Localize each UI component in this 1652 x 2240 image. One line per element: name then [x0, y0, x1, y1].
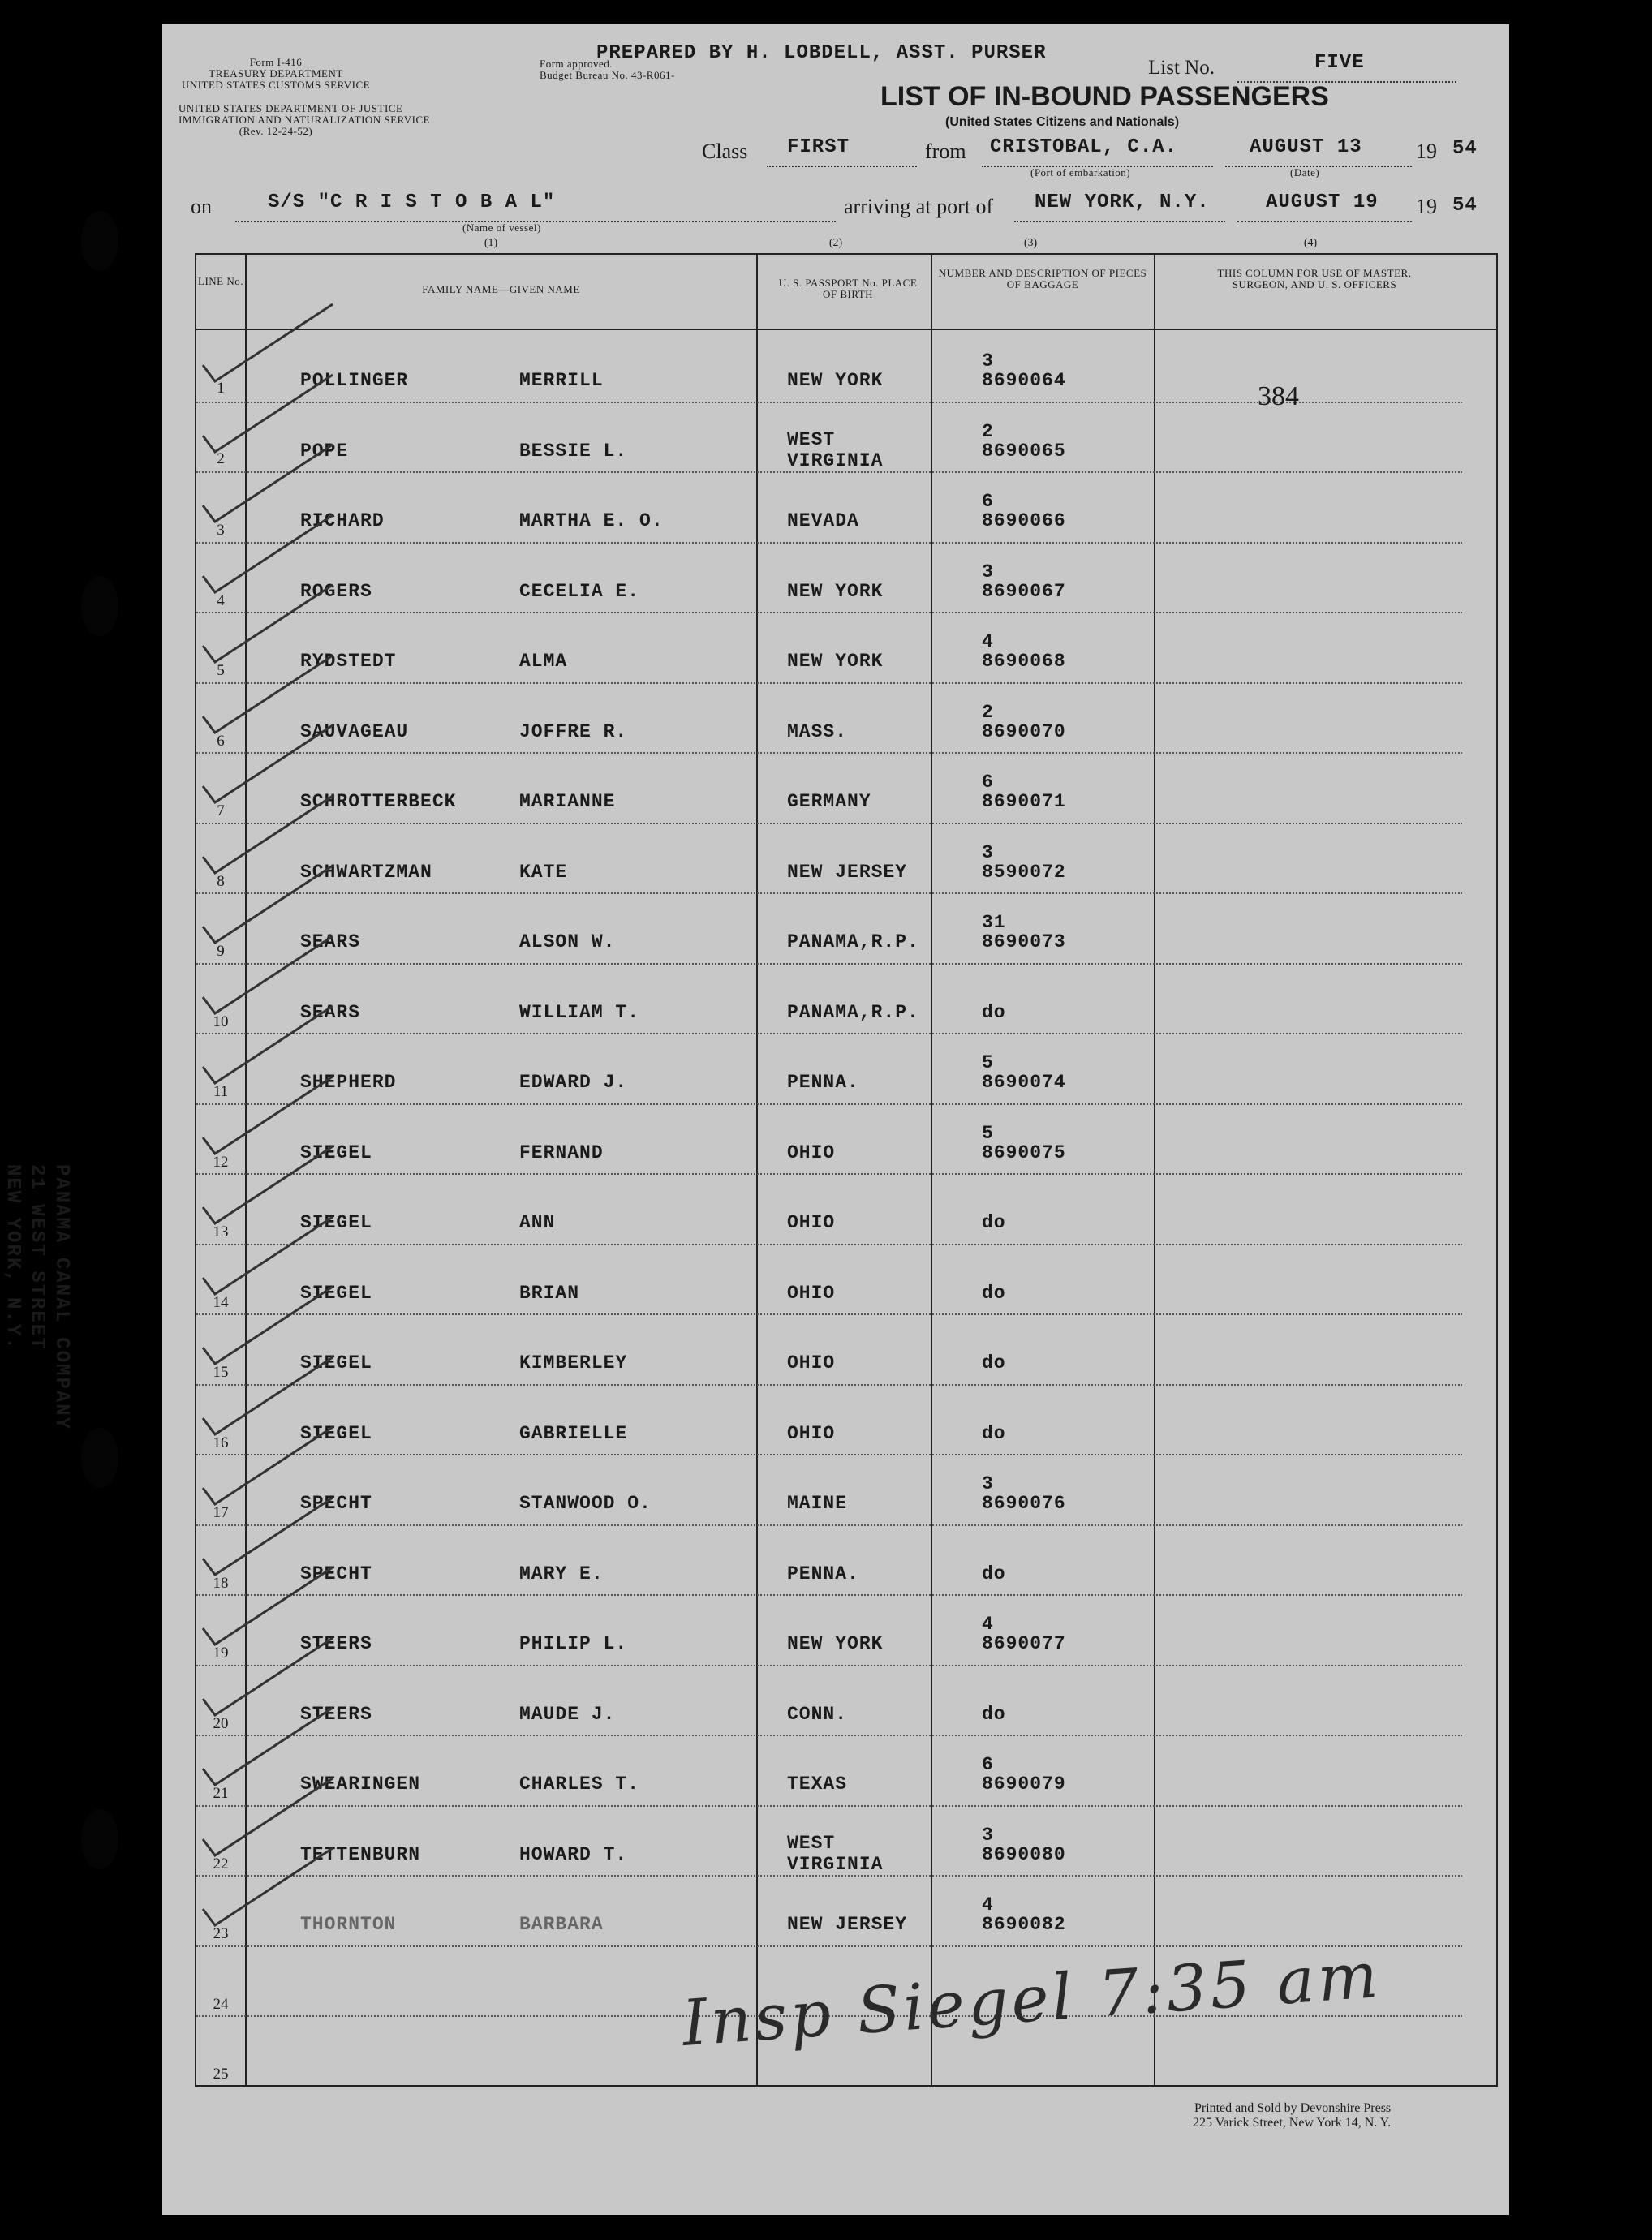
- table-row: [162, 1315, 1509, 1386]
- table-header-rule: [195, 329, 1496, 330]
- line-number: 25: [213, 2066, 229, 2083]
- baggage-pieces: 6: [982, 772, 994, 793]
- table-row: [162, 1386, 1509, 1456]
- table-row: [162, 754, 1509, 824]
- binder-hole: [81, 1428, 118, 1488]
- treasury-label: TREASURY DEPARTMENT: [209, 67, 343, 80]
- baggage-tag: 8690071: [982, 791, 1066, 812]
- family-name: SPECHT: [300, 1563, 372, 1584]
- officer-note-number: 384: [1258, 381, 1299, 411]
- baggage-tag: do: [982, 1212, 1006, 1233]
- col-number-2: (2): [828, 237, 843, 249]
- line-number: 23: [213, 1925, 229, 1942]
- baggage-pieces: 31: [982, 912, 1006, 933]
- family-name: SEARS: [300, 931, 361, 952]
- place-of-birth: NEW YORK: [787, 651, 884, 672]
- table-row: [162, 684, 1509, 755]
- baggage-pieces: 2: [982, 420, 994, 442]
- given-name: CECELIA E.: [519, 580, 640, 602]
- date-caption: (Date): [1290, 166, 1320, 178]
- line-number: 9: [217, 943, 225, 960]
- baggage-tag: 8690080: [982, 1843, 1066, 1865]
- line-number: 24: [213, 1995, 229, 2013]
- place-of-birth: NEW JERSEY: [787, 861, 908, 883]
- table-row: [162, 1175, 1509, 1245]
- place-of-birth: OHIO: [787, 1212, 836, 1233]
- form-subtitle: (United States Citizens and Nationals): [945, 115, 1180, 129]
- baggage-tag: do: [982, 1703, 1006, 1725]
- line-number: 5: [217, 662, 225, 679]
- header-agency-block: [179, 57, 373, 91]
- line-number: 15: [213, 1364, 229, 1381]
- given-name: FERNAND: [519, 1141, 604, 1163]
- from-label: from: [925, 140, 966, 163]
- embark-date: AUGUST 13: [1250, 136, 1362, 158]
- family-name: STEERS: [300, 1633, 372, 1654]
- given-name: MERRILL: [519, 370, 604, 391]
- family-name: SHEPHERD: [300, 1072, 397, 1093]
- col-header-officers: THIS COLUMN FOR USE OF MASTER, SURGEON, AND U. S. OFFICERS: [1217, 267, 1412, 290]
- line-number: 22: [213, 1855, 229, 1872]
- given-name: MAUDE J.: [519, 1703, 616, 1725]
- col-header-passport: U. S. PASSPORT No. PLACE OF BIRTH: [778, 277, 918, 300]
- binder-hole: [81, 211, 118, 271]
- class-label: Class: [702, 140, 748, 163]
- baggage-tag: 8690073: [982, 931, 1066, 952]
- table-row: [162, 1666, 1509, 1737]
- embark-year: 54: [1452, 138, 1478, 160]
- given-name: BESSIE L.: [519, 440, 628, 462]
- form-title: LIST OF IN-BOUND PASSENGERS: [880, 81, 1329, 112]
- table-row: [162, 1034, 1509, 1105]
- vessel-caption: (Name of vessel): [462, 221, 541, 234]
- family-name: SIEGEL: [300, 1141, 372, 1163]
- line-number: 14: [213, 1293, 229, 1311]
- baggage-tag: 8690067: [982, 580, 1066, 602]
- baggage-tag: do: [982, 1001, 1006, 1023]
- baggage-pieces: 3: [982, 350, 994, 372]
- line-number: 16: [213, 1434, 229, 1451]
- form-number: Form I-416: [249, 56, 303, 68]
- baggage-pieces: 4: [982, 1894, 994, 1915]
- printer-footer: [1193, 2101, 1391, 2130]
- arrival-date: AUGUST 19: [1266, 191, 1379, 213]
- col-number-4: (4): [1303, 237, 1318, 249]
- check-mark-icon: [199, 1844, 337, 1933]
- baggage-tag: 8690079: [982, 1774, 1066, 1795]
- company-stamp: [0, 1164, 73, 1430]
- inspector-signature: Insp Siegel 7:35 am: [679, 1939, 1383, 2061]
- given-name: BRIAN: [519, 1282, 580, 1304]
- embark-year-prefix: 19: [1416, 140, 1437, 163]
- list-no-label: List No.: [1148, 57, 1215, 79]
- table-row: [162, 1455, 1509, 1526]
- given-name: ALMA: [519, 651, 568, 672]
- family-name: SCHWARTZMAN: [300, 861, 432, 883]
- place-of-birth: MASS.: [787, 720, 848, 742]
- given-name: HOWARD T.: [519, 1843, 628, 1865]
- binder-hole: [81, 576, 118, 636]
- customs-label: UNITED STATES CUSTOMS SERVICE: [181, 79, 371, 91]
- family-name: SIEGEL: [300, 1352, 372, 1374]
- given-name: EDWARD J.: [519, 1072, 628, 1093]
- given-name: CHARLES T.: [519, 1774, 640, 1795]
- baggage-pieces: 3: [982, 841, 994, 863]
- baggage-pieces: 5: [982, 1052, 994, 1073]
- given-name: MARY E.: [519, 1563, 604, 1584]
- baggage-tag: 8690074: [982, 1072, 1066, 1093]
- line-number: 12: [213, 1153, 229, 1171]
- revision-label: (Rev. 12-24-52): [239, 125, 313, 137]
- printer-line-1: Printed and Sold by Devonshire Press: [1194, 2101, 1392, 2115]
- place-of-birth: NEW YORK: [787, 370, 884, 391]
- col-header-name: FAMILY NAME—GIVEN NAME: [422, 283, 580, 295]
- given-name: JOFFRE R.: [519, 720, 628, 742]
- arriving-label: arriving at port of: [844, 195, 994, 218]
- place-of-birth: TEXAS: [787, 1774, 848, 1795]
- printer-line-2: 225 Varick Street, New York 14, N. Y.: [1193, 2116, 1392, 2130]
- family-name: SIEGEL: [300, 1212, 372, 1233]
- given-name: MARIANNE: [519, 791, 616, 812]
- place-of-birth: PENNA.: [787, 1072, 859, 1093]
- place-of-birth: NEVADA: [787, 510, 859, 531]
- place-of-birth: NEW JERSEY: [787, 1914, 908, 1935]
- family-name: RYDSTEDT: [300, 651, 397, 672]
- arrival-year: 54: [1452, 195, 1478, 217]
- line-number: 2: [217, 449, 225, 467]
- place-of-birth: OHIO: [787, 1352, 836, 1374]
- baggage-pieces: 3: [982, 561, 994, 583]
- table-row: [162, 544, 1509, 614]
- line-number: 1: [217, 380, 225, 397]
- line-number: 20: [213, 1714, 229, 1732]
- arrival-port: NEW YORK, N.Y.: [1035, 191, 1210, 213]
- table-row: [162, 1877, 1509, 1947]
- baggage-tag: do: [982, 1352, 1006, 1374]
- place-of-birth: PENNA.: [787, 1563, 859, 1584]
- place-of-birth: NEW YORK: [787, 1633, 884, 1654]
- justice-block: [179, 102, 431, 137]
- baggage-pieces: 3: [982, 1473, 994, 1494]
- line-number: 11: [213, 1083, 229, 1100]
- arrival-year-prefix: 19: [1416, 195, 1437, 218]
- justice-label: UNITED STATES DEPARTMENT OF JUSTICE: [179, 102, 403, 114]
- given-name: ALSON W.: [519, 931, 616, 952]
- baggage-tag: 8690075: [982, 1141, 1066, 1163]
- baggage-tag: 8590072: [982, 861, 1066, 883]
- place-of-birth: PANAMA,R.P.: [787, 931, 919, 952]
- family-name: ROGERS: [300, 580, 372, 602]
- given-name: WILLIAM T.: [519, 1001, 640, 1023]
- baggage-tag: 8690064: [982, 370, 1066, 391]
- family-name: POPE: [300, 440, 349, 462]
- given-name: KIMBERLEY: [519, 1352, 628, 1374]
- family-name: SCHROTTERBECK: [300, 791, 457, 812]
- place-of-birth: OHIO: [787, 1282, 836, 1304]
- line-number: 6: [217, 732, 225, 750]
- table-row: [162, 1526, 1509, 1597]
- baggage-tag: 8690065: [982, 440, 1066, 462]
- given-name: PHILIP L.: [519, 1633, 628, 1654]
- family-name: TETTENBURN: [300, 1843, 421, 1865]
- baggage-tag: do: [982, 1282, 1006, 1304]
- table-row: [162, 824, 1509, 895]
- baggage-pieces: 3: [982, 1824, 994, 1846]
- col-header-line: LINE No.: [198, 275, 243, 287]
- given-name: ANN: [519, 1212, 556, 1233]
- prepared-by: PREPARED BY H. LOBDELL, ASST. PURSER: [596, 42, 1047, 64]
- place-of-birth: GERMANY: [787, 791, 871, 812]
- given-name: MARTHA E. O.: [519, 510, 664, 531]
- family-name: SAUVAGEAU: [300, 720, 409, 742]
- baggage-pieces: 4: [982, 1614, 994, 1635]
- table-row: [162, 333, 1509, 403]
- place-of-birth: WEST VIRGINIA: [787, 1832, 884, 1875]
- baggage-tag: 8690070: [982, 720, 1066, 742]
- baggage-pieces: 4: [982, 631, 994, 652]
- from-value: CRISTOBAL, C.A.: [990, 136, 1178, 158]
- table-row: [162, 1596, 1509, 1666]
- family-name: SIEGEL: [300, 1422, 372, 1444]
- place-of-birth: WEST VIRGINIA: [787, 428, 884, 471]
- table-row: [162, 1245, 1509, 1316]
- table-row: [162, 965, 1509, 1035]
- line-number: 8: [217, 872, 225, 890]
- baggage-tag: 8690066: [982, 510, 1066, 531]
- table-row: [162, 403, 1509, 474]
- family-name: POLLINGER: [300, 370, 409, 391]
- line-number: 18: [213, 1574, 229, 1592]
- family-name: SIEGEL: [300, 1282, 372, 1304]
- form-approved: Form approved.: [540, 58, 613, 70]
- baggage-tag: do: [982, 1422, 1006, 1444]
- line-number: 10: [213, 1013, 229, 1030]
- line-number: 13: [213, 1223, 229, 1240]
- line-number: 21: [213, 1785, 229, 1802]
- arrival-date-underline: [1237, 221, 1412, 222]
- col-number-3: (3): [1023, 237, 1038, 249]
- line-number: 4: [217, 591, 225, 609]
- place-of-birth: OHIO: [787, 1422, 836, 1444]
- table-row: [162, 1736, 1509, 1807]
- place-of-birth: OHIO: [787, 1141, 836, 1163]
- on-label: on: [191, 195, 212, 218]
- baggage-pieces: 6: [982, 491, 994, 512]
- table-row: [162, 1807, 1509, 1877]
- baggage-tag: 8690068: [982, 651, 1066, 672]
- table-row: [162, 613, 1509, 684]
- baggage-tag: do: [982, 1563, 1006, 1584]
- place-of-birth: CONN.: [787, 1703, 848, 1725]
- embark-caption: (Port of embarkation): [1030, 166, 1131, 178]
- given-name: STANWOOD O.: [519, 1493, 652, 1514]
- class-underline: [767, 166, 917, 167]
- baggage-pieces: 5: [982, 1122, 994, 1144]
- baggage-pieces: 6: [982, 1754, 994, 1775]
- stamp-line-2: 21 WEST STREET: [26, 1164, 48, 1351]
- line-number: 19: [213, 1645, 229, 1662]
- list-no-value: FIVE: [1314, 52, 1365, 74]
- baggage-tag: 8690082: [982, 1914, 1066, 1935]
- family-name: THORNTON: [300, 1914, 397, 1935]
- manifest-page: [2, 24, 1509, 2215]
- line-number: 17: [213, 1504, 229, 1521]
- family-name: SWEARINGEN: [300, 1774, 421, 1795]
- line-number: 7: [217, 802, 225, 819]
- binder-hole: [81, 1809, 118, 1869]
- baggage-pieces: 2: [982, 701, 994, 723]
- class-value: FIRST: [787, 136, 850, 158]
- family-name: RICHARD: [300, 510, 385, 531]
- family-name: STEERS: [300, 1703, 372, 1725]
- budget-bureau: Budget Bureau No. 43-R061-: [540, 69, 675, 81]
- family-name: SPECHT: [300, 1493, 372, 1514]
- baggage-tag: 8690076: [982, 1493, 1066, 1514]
- place-of-birth: PANAMA,R.P.: [787, 1001, 919, 1023]
- ins-label: IMMIGRATION AND NATURALIZATION SERVICE: [179, 114, 431, 126]
- family-name: SEARS: [300, 1001, 361, 1023]
- table-row: [162, 473, 1509, 544]
- stamp-line-3: NEW YORK, N.Y.: [2, 1164, 24, 1351]
- vessel-name: S/S "C R I S T O B A L": [268, 191, 556, 213]
- table-row: [162, 1105, 1509, 1176]
- given-name: BARBARA: [519, 1914, 604, 1935]
- col-header-baggage: NUMBER AND DESCRIPTION OF PIECES OF BAGGAGE: [938, 267, 1147, 290]
- given-name: KATE: [519, 861, 568, 883]
- place-of-birth: MAINE: [787, 1493, 848, 1514]
- stamp-line-1: PANAMA CANAL COMPANY: [50, 1164, 72, 1431]
- baggage-tag: 8690077: [982, 1633, 1066, 1654]
- arrival-port-underline: [1014, 221, 1225, 222]
- given-name: GABRIELLE: [519, 1422, 628, 1444]
- table-row: [162, 894, 1509, 965]
- line-number: 3: [217, 522, 225, 539]
- col-number-1: (1): [484, 237, 498, 249]
- place-of-birth: NEW YORK: [787, 580, 884, 602]
